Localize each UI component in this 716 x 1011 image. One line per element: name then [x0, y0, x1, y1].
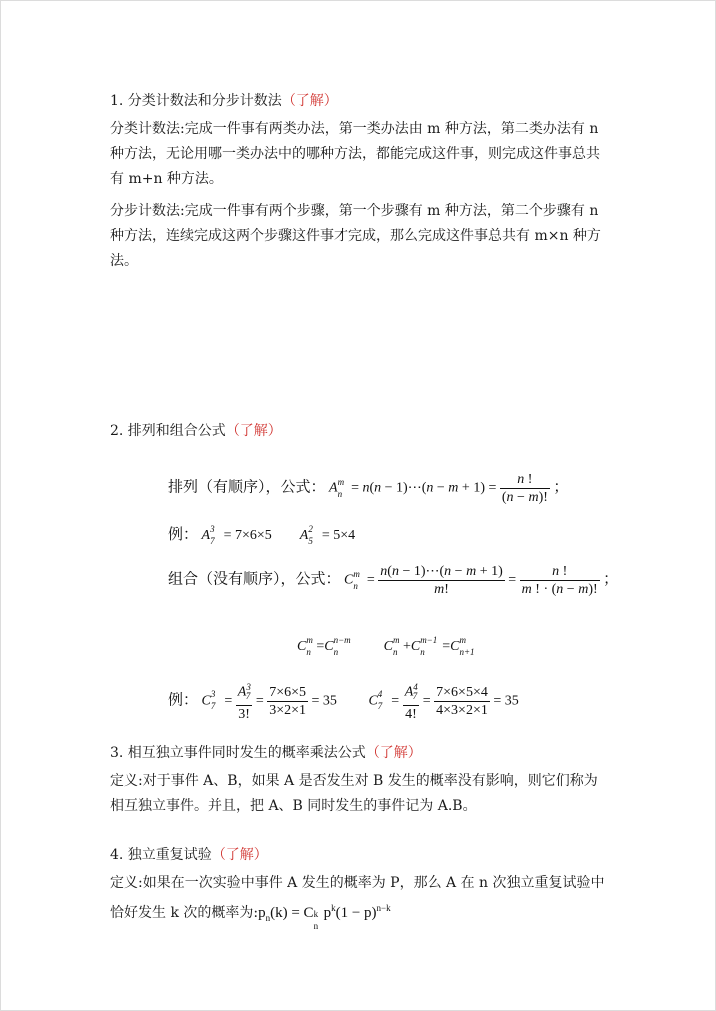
combination-formula: 组合（没有顺序），公式： C m n = $\frac{n(n - 1)\cdots(n - m + 1)}{m!}$ = $\frac{n !}{m ! \cdot (n - m)!}$ ； — [168, 564, 619, 597]
combination-label: 组合（没有顺序），公式： — [168, 569, 341, 588]
section-3-paragraph: 定义:对于事件 A、B，如果 A 是否发生对 B 发生的概率没有影响，则它们称为相互独立事件。并且，把 A、B 同时发生的事件记为 A.B。 — [110, 773, 598, 814]
section-3-tag: （了解） — [365, 745, 422, 761]
section-4-title: 4. 独立重复试验 — [110, 847, 212, 863]
section-1-tag: （了解） — [281, 93, 338, 109]
binomial-probability-formula: $p_n(k) = C$ k n $p^k(1 - p)^{n-k}$ — [258, 903, 391, 931]
permutation-semicolon: ； — [553, 477, 569, 496]
combination-examples: 例： C 3 7 = $\frac{A^3_7}{3!}$ = $\frac{7\times 6\times 5}{3\times 2\times 1}$ = 35 C 4 7 = $\frac{A^4_7}{4!}$ = $\frac{7\times 6\times 5\times 4}{4\times 3\times 2\times 1}$ = 35 — [168, 679, 519, 723]
section-1-heading — [110, 89, 610, 114]
section-1-paragraph-1: 分类计数法:完成一件事有两类办法，第一类办法由 m 种方法，第二类办法有 n 种方法，无论用哪一类办法中的哪种方法，都能完成这件事，则完成这件事总共有 m+n 种方法。 — [110, 121, 600, 187]
section-4-text: 定义:如果在一次实验中事件 A 发生的概率为 P，那么 A 在 n 次独立重复试验中恰好发生 k 次的概率为: — [110, 875, 605, 921]
combination-example-label: 例： — [168, 690, 199, 709]
section-3-title: 3. 相互独立事件同时发生的概率乘法公式 — [110, 745, 366, 761]
section-4-heading — [110, 843, 610, 868]
section-1-paragraph-2: 分步计数法:完成一件事有两个步骤，第一个步骤有 m 种方法，第二个步骤有 n 种方法，连续完成这两个步骤这件事才完成，那么完成这件事总共有 m×n 种方法。 — [110, 203, 601, 269]
combination-identities: C m n =C n−m n C m n +C m−1 n =C m n+1 — [297, 635, 475, 657]
permutation-example-label: 例： — [168, 525, 199, 543]
permutation-label: 排列（有顺序），公式： — [168, 477, 326, 496]
permutation-formula: 排列（有顺序），公式： A m n = n(n − 1)⋯(n − m + 1) = $\frac{n !}{(n - m)!}$ ； — [168, 472, 569, 505]
section-1-title: 1. 分类计数法和分步计数法 — [110, 93, 282, 109]
section-4-paragraph — [110, 871, 610, 931]
section-2-title: 2. 排列和组合公式 — [110, 423, 226, 439]
section-3-heading — [110, 741, 610, 766]
section-2-heading — [110, 419, 610, 444]
section-2-tag: （了解） — [225, 423, 282, 439]
permutation-example: 例： A 3 7 = 7×6×5 A 2 5 = 5×4 — [168, 523, 356, 546]
section-4-tag: （了解） — [211, 847, 268, 863]
combination-semicolon: ； — [603, 569, 619, 588]
